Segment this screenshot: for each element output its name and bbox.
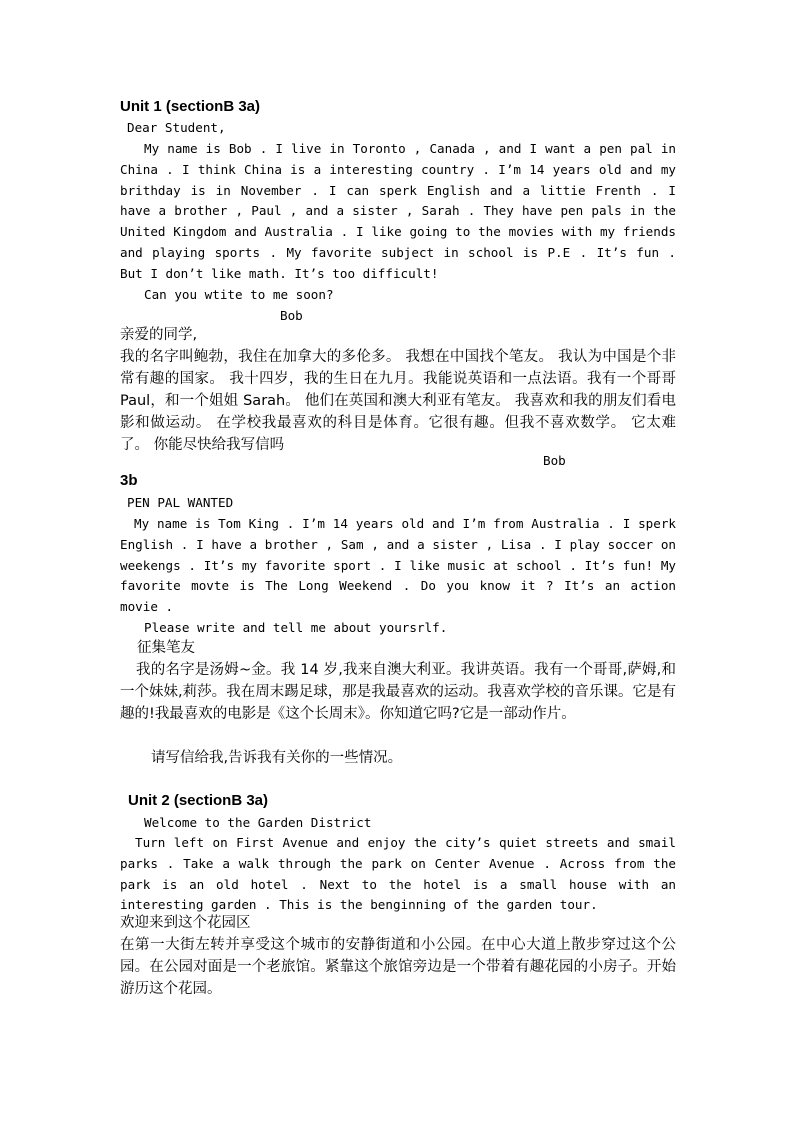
unit1-cn-body: 我的名字叫鲍勃，我住在加拿大的多伦多。 我想在中国找个笔友。 我认为中国是个非常有趣的国家。 我十四岁，我的生日在九月。我能说英语和一点法语。我有一个哥哥 Paul，和一个姐姐 Sarah。 他们在英国和澳大利亚有笔友。 我喜欢和我的朋友们看电影和做运动。 在学校我最喜欢的科目是体育。它很有趣。但我不喜欢数学。 它太难了。 你能尽快给我写信吗 [120,349,676,453]
unit1-salutation: Dear Student, [127,120,226,135]
unit1b-body: My name is Tom King . I’m 14 years old and I’m from Australia . I sperk English . I have a brother , Sam , and a sister , Lisa . I play soccer on weekengs . It’s my favorite sport . I like music at school . It’s fun! My favorite movte is The Long Weekend . Do you know it ? It’s an action movie . [120,516,676,615]
unit1b-cn-closing: 请写信给我,告诉我有关你的一些情况。 [151,750,403,766]
unit2-title: Welcome to the Garden District [144,815,372,830]
unit1b-heading: 3b [120,472,138,489]
unit2-cn-body: 在第一大街左转并享受这个城市的安静街道和小公园。在中心大道上散步穿过这个公园。在公园对面是一个老旅馆。紧靠这个旅馆旁边是一个带着有趣花园的小房子。开始游历这个花园。 [120,937,676,997]
unit1b-closing: Please write and tell me about yoursrlf. [144,620,448,635]
unit1-closing: Can you wtite to me soon? [144,287,334,302]
unit1b-title: PEN PAL WANTED [127,495,234,510]
unit2-heading: Unit 2 (sectionB 3a) [128,792,269,809]
unit1-letter-body: My name is Bob . I live in Toronto , Canada , and I want a pen pal in China . I think China is a interesting country . I’m 14 years old and my brithday is in November . I can sperk English and a littie Frenth . I have a brother , Paul , and a sister , Sarah . They have pen pals in the United Kingdom and Australia . I like going to the movies with my friends and playing sports . My favorite subject in school is P.E . It’s fun . But I don’t like math. It’s too difficult! [120,141,676,281]
unit1b-cn-body: 我的名字是汤姆~金。我 14 岁,我来自澳大利亚。我讲英语。我有一个哥哥,萨姆,和一个妹妹,莉莎。我在周末踢足球，那是我最喜欢的运动。我喜欢学校的音乐课。它是有趣的!我最喜欢的电影是《这个长周末》。你知道它吗?它是一部动作片。 [120,662,676,722]
unit2-cn-title: 欢迎来到这个花园区 [120,915,251,931]
unit2-body: Turn left on First Avenue and enjoy the city’s quiet streets and smail parks . Take a walk through the park on Center Avenue . Across from the park is an old hotel . Next to the hotel is a small house with an interesting garden . This is the benginning of the garden tour. [120,835,676,913]
unit1b-cn-title: 征集笔友 [137,640,195,656]
unit1-cn-salutation: 亲爱的同学, [120,327,198,343]
unit1-heading: Unit 1 (sectionB 3a) [120,98,261,115]
unit1-cn-signature: Bob [543,453,566,468]
unit1-signature: Bob [280,308,303,323]
